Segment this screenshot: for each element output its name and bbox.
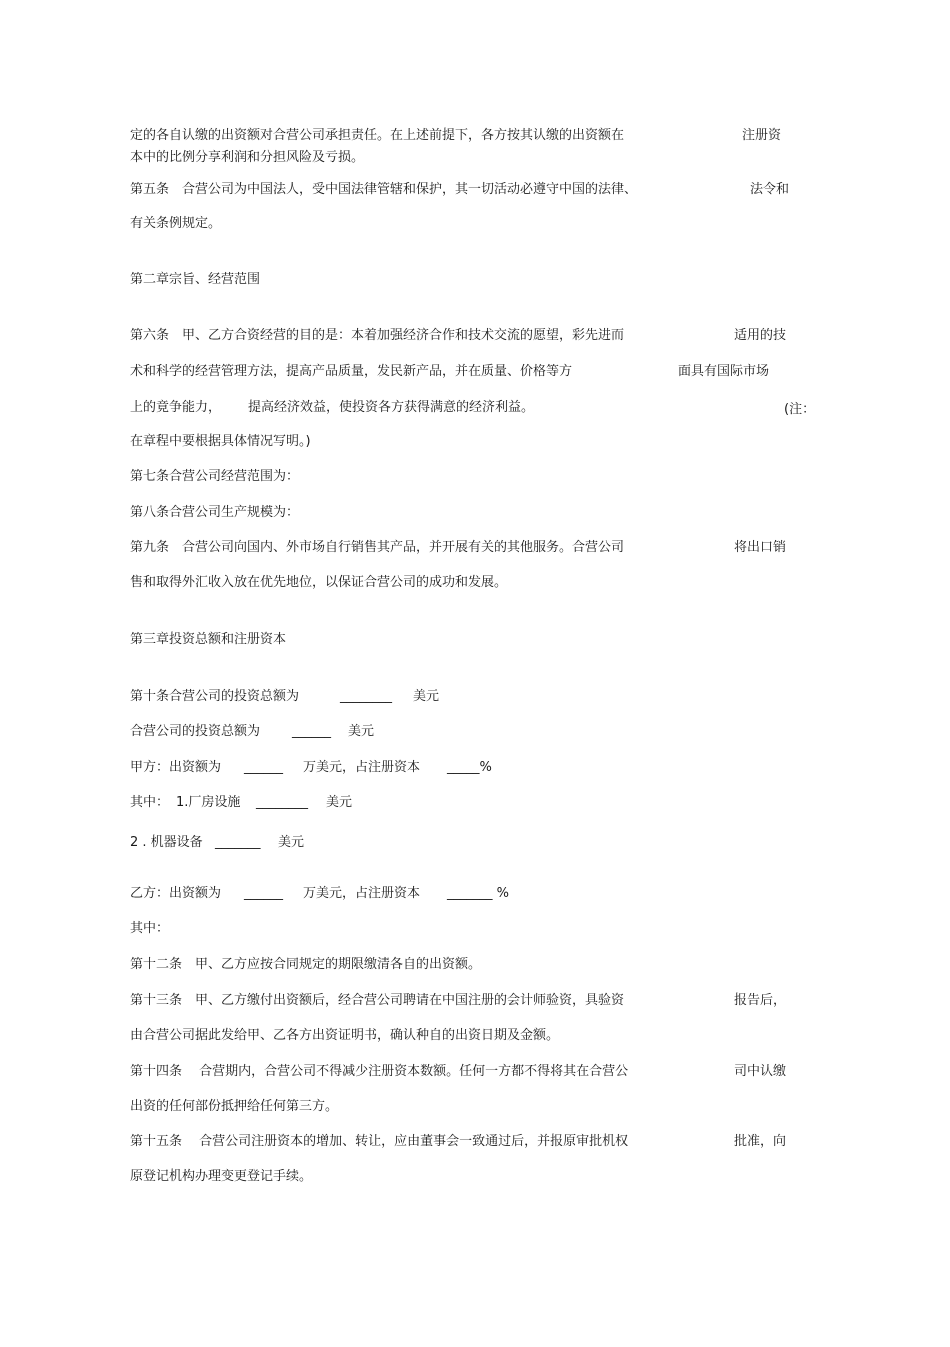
text-line: 上的竟争能力， — [130, 400, 222, 415]
article-10: 第十条合营公司的投资总额为 — [130, 689, 300, 704]
text-line: 定的各自认缴的出资额对合营公司承担责任。在上述前提下，各方按其认缴的出资额在 — [130, 128, 625, 143]
text-line: 有关条例规定。 — [130, 216, 222, 231]
blank-field: ______ — [244, 760, 283, 775]
text-line: 术和科学的经营管理方法，提高产品质量，发民新产品，并在质量、价格等方 — [130, 364, 573, 379]
text-line: 美元 — [348, 724, 375, 739]
blank-field: _______ % — [447, 886, 509, 901]
blank-field: ________ — [256, 795, 308, 810]
text-line: 注册资 — [742, 128, 782, 143]
text-line: 万美元，占注册资本 — [303, 886, 421, 901]
party-a-capital: 甲方：出资额为 — [130, 760, 222, 775]
chapter-2-heading: 第二章宗旨、经营范围 — [130, 272, 261, 287]
text-line: 1.厂房设施 — [176, 795, 241, 810]
article-5: 第五条 合营公司为中国法人，受中国法律管辖和保护，其一切活动必遵守中国的法律、 — [130, 182, 638, 197]
text-line: 2 . 机器设备 — [130, 835, 203, 850]
text-line: 司中认缴 — [734, 1064, 787, 1079]
article-8: 第八条合营公司生产规模为： — [130, 505, 300, 520]
chapter-3-heading: 第三章投资总额和注册资本 — [130, 632, 287, 647]
text-line: 美元 — [278, 835, 305, 850]
article-14: 第十四条 合营期内，合营公司不得减少注册资本数额。任何一方都不得将其在合营公 — [130, 1064, 629, 1079]
text-line: 由合营公司据此发给甲、乙各方出资证明书，确认种自的出资日期及金额。 — [130, 1028, 560, 1043]
text-line: 其中： — [130, 921, 170, 936]
blank-field: _______ — [215, 835, 261, 850]
text-line: 美元 — [326, 795, 353, 810]
text-line: 报告后， — [734, 993, 787, 1008]
text-line: 原登记机构办理变更登记手续。 — [130, 1169, 313, 1184]
article-12: 第十二条 甲、乙方应按合同规定的期限缴清各自的出资额。 — [130, 957, 482, 972]
blank-field: ________ — [340, 689, 392, 704]
text-line: 出资的任何部份抵押给任何第三方。 — [130, 1099, 339, 1114]
text-line: 面具有国际市场 — [678, 364, 770, 379]
party-b-capital: 乙方：出资额为 — [130, 886, 222, 901]
text-line: 其中： — [130, 795, 170, 810]
text-line: 售和取得外汇收入放在优先地位，以保证合营公司的成功和发展。 — [130, 575, 508, 590]
text-line: 美元 — [413, 689, 440, 704]
text-line: 本中的比例分享利润和分担风险及亏损。 — [130, 150, 365, 165]
text-line: 适用的技 — [734, 328, 787, 343]
text-line: 法令和 — [750, 182, 790, 197]
text-line: 合营公司的投资总额为 — [130, 724, 261, 739]
blank-field: ______ — [292, 724, 331, 739]
article-13: 第十三条 甲、乙方缴付出资额后，经合营公司聘请在中国注册的会计师验资，具验资 — [130, 993, 625, 1008]
text-line: 在章程中要根据具体情况写明。) — [130, 434, 311, 449]
text-line: 批准，向 — [734, 1134, 787, 1149]
blank-field: _____% — [447, 760, 492, 775]
text-line: 万美元，占注册资本 — [303, 760, 421, 775]
text-line: 将出口销 — [734, 540, 787, 555]
article-6: 第六条 甲、乙方合资经营的目的是：本着加强经济合作和技术交流的愿望，彩先进而 — [130, 328, 625, 343]
article-7: 第七条合营公司经营范围为： — [130, 469, 300, 484]
article-15: 第十五条 合营公司注册资本的增加、转让，应由董事会一致通过后，并报原审批机权 — [130, 1134, 629, 1149]
article-9: 第九条 合营公司向国内、外市场自行销售其产品，并开展有关的其他服务。合营公司 — [130, 540, 625, 555]
text-line: (注： — [784, 402, 816, 417]
blank-field: ______ — [244, 886, 283, 901]
text-line: 提高经济效益，使投资各方获得满意的经济利益。 — [248, 400, 535, 415]
